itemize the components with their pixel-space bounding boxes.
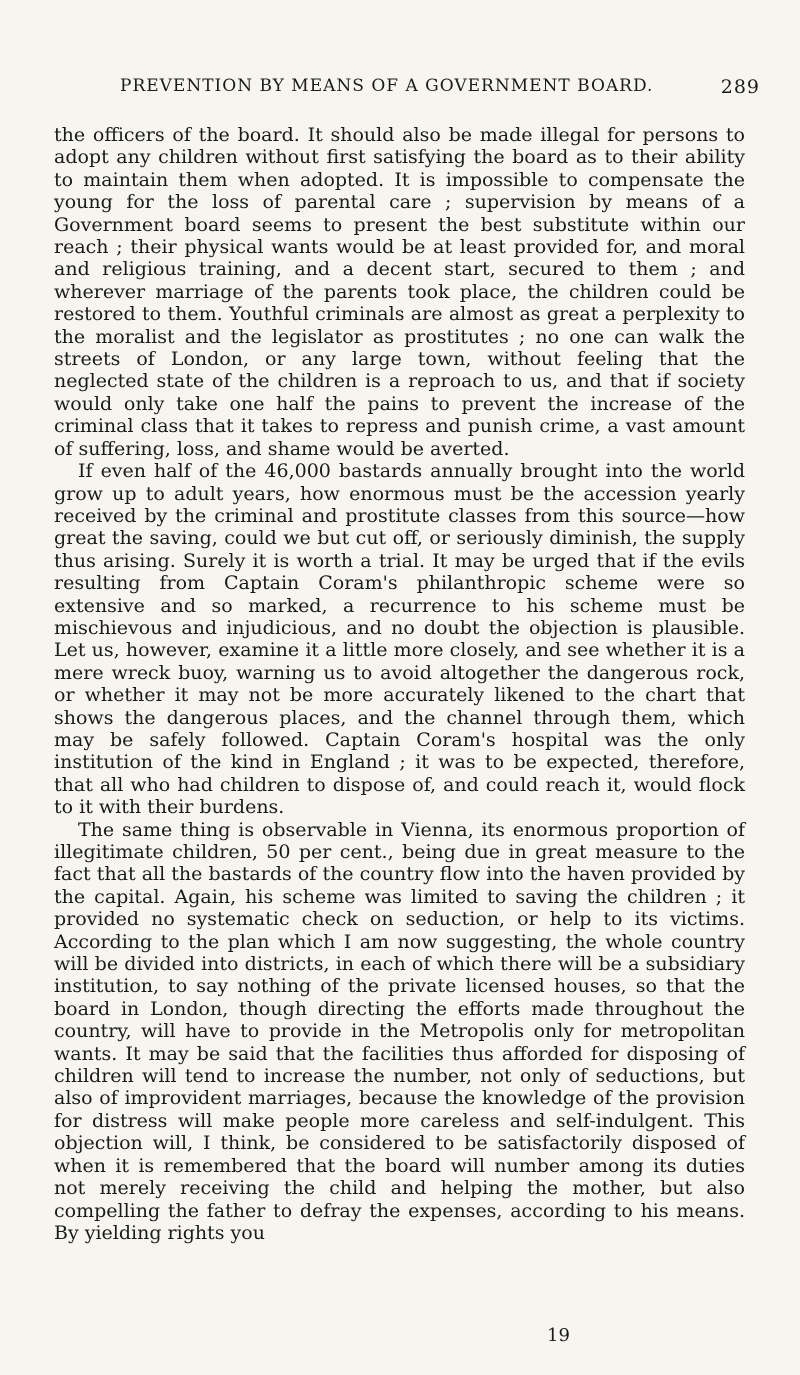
signature-mark: 19: [547, 1325, 570, 1346]
running-header: [120, 76, 760, 98]
paragraph-3: The same thing is observable in Vienna, its enormous proportion of illegitimate children, 50 per cent., being due in great measure to the fact that all the bastards of the country flow into the haven provided by the capital. Again, his scheme was limited to saving the children ; it provided no systematic check on seduction, or help to its victims. According to the plan which I am now suggesting, the whole country will be divided into districts, in each of which there will be a subsidiary institution, to say nothing of the private licensed houses, so that the board in London, though directing the efforts made throughout the country, will have to provide in the Metropolis only for metropolitan wants. It may be said that the facilities thus afforded for disposing of children will tend to increase the number, not only of seductions, but also of improvident marriages, because the knowledge of the provision for distress will make people more careless and self-indulgent. This objection will, I think, be considered to be satisfactorily disposed of when it is remembered that the board will number among its duties not merely receiving the child and helping the mother, but also compelling the father to defray the expenses, according to his means. By yielding rights you: [54, 818, 745, 1244]
page-number: 289: [720, 76, 760, 98]
running-title: PREVENTION BY MEANS OF A GOVERNMENT BOARD.: [120, 76, 654, 96]
paragraph-2: If even half of the 46,000 bastards annually brought into the world grow up to adult years, how enormous must be the accession yearly received by the criminal and prostitute classes from this source—how great the saving, could we but cut off, or seriously diminish, the supply thus arising. Surely it is worth a trial. It may be urged that if the evils resulting from Captain Coram's philanthropic scheme were so extensive and so marked, a recurrence to his scheme must be mischievous and injudicious, and no doubt the objection is plausible. Let us, however, examine it a little more closely, and see whether it is a mere wreck buoy, warning us to avoid altogether the dangerous rock, or whether it may not be more accurately likened to the chart that shows the dangerous places, and the channel through them, which may be safely followed. Captain Coram's hospital was the only institution of the kind in England ; it was to be expected, therefore, that all who had children to dispose of, and could reach it, would flock to it with their burdens.: [54, 460, 745, 819]
body-text: [54, 124, 745, 1244]
paragraph-1: the officers of the board. It should also be made illegal for persons to adopt any children without first satisfying the board as to their ability to maintain them when adopted. It is impossible to compensate the young for the loss of parental care ; supervision by means of a Government board seems to present the best substitute within our reach ; their physical wants would be at least provided for, and moral and religious training, and a decent start, secured to them ; and wherever marriage of the parents took place, the children could be restored to them. Youthful criminals are almost as great a perplexity to the moralist and the legislator as prostitutes ; no one can walk the streets of London, or any large town, without feeling that the neglected state of the children is a reproach to us, and that if society would only take one half the pains to prevent the increase of the criminal class that it takes to repress and punish crime, a vast amount of suffering, loss, and shame would be averted.: [54, 124, 745, 460]
